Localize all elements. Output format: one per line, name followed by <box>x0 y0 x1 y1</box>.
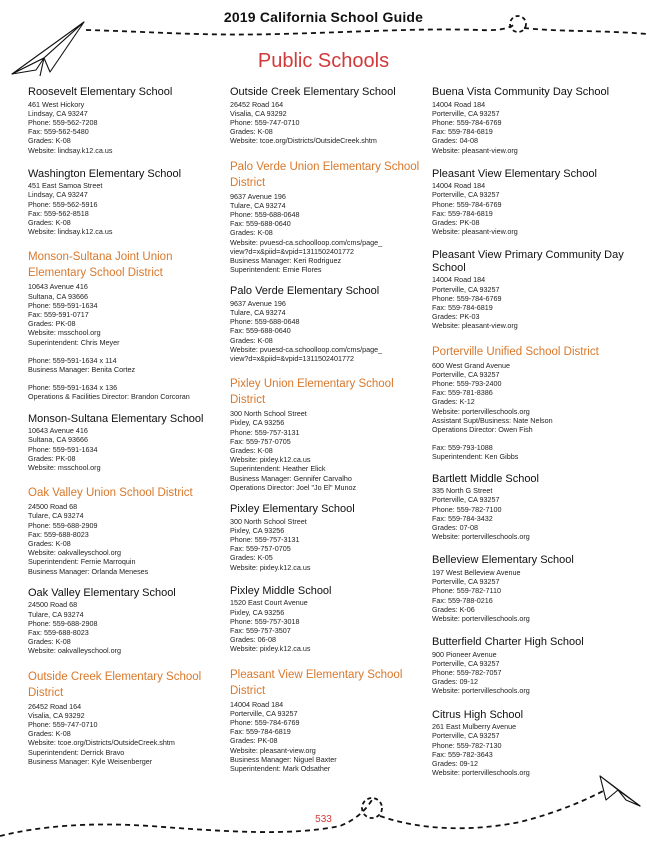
entry-detail-line: Porterville, CA 93257 <box>432 495 500 505</box>
entry-detail-line: 24500 Road 68 <box>28 600 78 610</box>
school-entry <box>432 249 632 330</box>
district-name: Palo Verde Union Elementary School District <box>230 160 420 189</box>
entry-detail-line: Grades: 09-12 <box>432 758 478 768</box>
entry-detail-line: Fax: 559-788-0216 <box>432 595 493 605</box>
entry-detail-line: Website: portervilleschools.org <box>432 768 530 778</box>
district-entry <box>28 485 228 576</box>
entry-detail-line: Fax: 559-784-6819 <box>432 208 493 218</box>
entry-detail-line: Tulare, CA 93274 <box>28 609 84 619</box>
school-name: Monson-Sultana Elementary School <box>28 412 204 425</box>
entry-detail-line: Phone: 559-591-1634 <box>28 300 98 310</box>
entry-detail-line: Superintendent: Ken Gibbs <box>432 452 519 462</box>
entry-detail-line: Grades: K-08 <box>28 637 71 647</box>
entry-detail-line: 10643 Avenue 416 <box>28 282 88 292</box>
entry-detail-line: Business Manager: Benita Cortez <box>28 365 136 375</box>
column-3 <box>432 86 632 790</box>
entry-detail-line: Website: oakvalleyschool.org <box>28 548 121 558</box>
page-number: 533 <box>315 814 332 825</box>
district-name: Porterville Unified School District <box>432 345 599 358</box>
entry-detail-line: Grades: K-08 <box>28 729 71 739</box>
district-name: Oak Valley Union School District <box>28 487 193 500</box>
school-entry <box>230 86 430 146</box>
section-title: Public Schools <box>257 50 390 72</box>
entry-detail-line: Fax: 559-591-0717 <box>28 310 89 320</box>
school-entry <box>230 285 430 363</box>
entry-detail-line: Operations & Facilities Director: Brandon Corcoran <box>28 392 190 402</box>
entry-detail-line: Grades: K-08 <box>28 218 71 228</box>
entry-detail-line: Superintendent: Heather Elick <box>230 464 326 474</box>
entry-detail-line: Website: pixley.k12.ca.us <box>230 455 311 465</box>
school-name: Pleasant View Primary Community Day School <box>432 249 624 274</box>
column-1 <box>28 86 228 777</box>
school-name: Butterfield Charter High School <box>432 636 584 649</box>
entry-detail-line: Website: pleasant-view.org <box>432 227 518 237</box>
entry-detail-line: Grades: K-08 <box>230 127 273 137</box>
school-name: Pleasant View Elementary School <box>432 167 597 180</box>
school-name: Buena Vista Community Day School <box>432 86 610 98</box>
entry-detail-line: Grades: K-08 <box>230 335 273 345</box>
district-name: Monson-Sultana Joint Union Elementary School District <box>28 251 173 280</box>
district-name: Pixley Union Elementary School District <box>230 378 394 407</box>
entry-detail-line: Grades: K-12 <box>432 397 475 407</box>
entry-detail-line: Grades: K-05 <box>230 553 273 563</box>
entry-detail-line: Business Manager: Niguel Baxter <box>230 754 337 764</box>
entry-detail-line: Fax: 559-784-6819 <box>432 127 493 137</box>
entry-detail-line: Fax: 559-688-8023 <box>28 529 89 539</box>
entry-detail-line: Website: oakvalleyschool.org <box>28 646 121 656</box>
entry-detail-line: Grades: K-08 <box>28 539 71 548</box>
school-entry <box>432 554 632 623</box>
entry-detail-line: Phone: 559-784-6769 <box>432 117 502 127</box>
entry-detail-line: Phone: 559-591-1634 x 114 <box>28 355 117 365</box>
entry-detail-line: Website: lindsay.k12.ca.us <box>28 227 113 237</box>
entry-detail-line: Grades: PK-08 <box>28 319 76 329</box>
entry-detail-line: Tulare, CA 93274 <box>230 200 286 210</box>
entry-detail-line: Website: tcoe.org/Districts/OutsideCreek.shtm <box>28 738 175 748</box>
entry-detail-line: 197 West Belleview Avenue <box>432 567 521 577</box>
entry-detail-line: Visalia, CA 93292 <box>230 108 287 118</box>
entry-detail-line: Website: tcoe.org/Districts/OutsideCreek.shtm <box>230 136 377 146</box>
entry-detail-line: Fax: 559-562-5480 <box>28 127 89 137</box>
entry-detail-line: Fax: 559-688-0640 <box>230 219 291 229</box>
school-entry <box>28 168 228 237</box>
entry-detail-line: 26452 Road 164 <box>28 701 82 711</box>
entry-detail-line: Phone: 559-747-0710 <box>230 117 300 127</box>
entry-detail-line: Pixley, CA 93256 <box>230 607 285 617</box>
school-name: Pixley Middle School <box>230 584 332 597</box>
entry-detail-line: Phone: 559-688-2908 <box>28 618 98 628</box>
entry-detail-line: Assistant Supt/Business: Nate Nelson <box>432 415 553 425</box>
entry-detail-line: Website: msschool.org <box>28 328 101 338</box>
entry-detail-line: Phone: 559-784-6769 <box>432 293 502 303</box>
entry-detail-line: Fax: 559-688-8023 <box>28 627 89 637</box>
school-name: Palo Verde Elementary School <box>230 285 380 298</box>
school-entry <box>28 413 228 473</box>
entry-detail-line: Visalia, CA 93292 <box>28 710 85 720</box>
entry-detail-line: Phone: 559-688-0648 <box>230 209 300 219</box>
entry-detail-line: view?d=x&piid=&vpid=1311502401772 <box>230 354 354 364</box>
entry-detail-line: Phone: 559-688-0648 <box>230 317 300 327</box>
district-entry <box>230 376 430 492</box>
entry-detail-line: Fax: 559-757-0705 <box>230 436 291 446</box>
entry-detail-line: Grades: K-08 <box>230 228 273 238</box>
entry-detail-line: Porterville, CA 93257 <box>432 577 500 587</box>
entry-detail-line: 451 East Samoa Street <box>28 181 103 191</box>
entry-detail-line: Phone: 559-782-7110 <box>432 586 502 596</box>
entry-detail-line: Website: portervilleschools.org <box>432 406 530 416</box>
entry-detail-line: Business Manager: Gennifer Carvalho <box>230 473 352 483</box>
entry-detail-line: Grades: PK-08 <box>28 453 76 463</box>
entry-detail-line: Grades: K-08 <box>230 446 273 456</box>
entry-detail-line: Fax: 559-757-3507 <box>230 625 291 635</box>
entry-detail-line: Porterville, CA 93257 <box>432 369 500 379</box>
school-name: Citrus High School <box>432 708 524 721</box>
school-entry <box>230 503 430 572</box>
entry-detail-line: Business Manager: Keri Rodriguez <box>230 255 342 265</box>
entry-detail-line: Grades: 06-08 <box>230 635 276 645</box>
entry-detail-line: 600 West Grand Avenue <box>432 360 511 370</box>
entry-detail-line: view?d=x&piid=&vpid=1311502401772 <box>230 246 354 256</box>
column-2 <box>230 86 430 784</box>
entry-detail-line: Grades: K-06 <box>432 604 475 614</box>
guide-title: 2019 California School Guide <box>223 9 424 25</box>
entry-detail-line: Website: pleasant-view.org <box>432 321 518 331</box>
entry-detail-line: Grades: PK-08 <box>432 218 480 228</box>
district-entry <box>28 669 228 766</box>
entry-detail-line: Fax: 559-562-8518 <box>28 208 89 218</box>
district-entry <box>28 249 228 401</box>
entry-detail-line: Website: pvuesd-ca.schoolloop.com/cms/page_ <box>230 237 383 247</box>
entry-detail-line: Phone: 559-784-6769 <box>432 199 502 209</box>
entry-detail-line: Sultana, CA 93666 <box>28 291 88 301</box>
entry-detail-line: Business Manager: Kyle Weisenberger <box>28 756 153 766</box>
entry-detail-line: 14004 Road 184 <box>432 99 486 109</box>
entry-detail-line: Business Manager: Orlanda Meneses <box>28 566 149 576</box>
entry-detail-line: Website: portervilleschools.org <box>432 613 530 623</box>
spacer <box>28 347 228 356</box>
entry-detail-line: 461 West Hickory <box>28 99 85 109</box>
entry-detail-line: 1520 East Court Avenue <box>230 598 308 608</box>
entry-detail-line: 261 East Mulberry Avenue <box>432 722 517 732</box>
entry-detail-line: Phone: 559-757-3018 <box>230 616 300 626</box>
entry-detail-line: Website: portervilleschools.org <box>432 686 530 696</box>
entry-detail-line: 9637 Avenue 196 <box>230 191 286 201</box>
entry-detail-line: Fax: 559-784-6819 <box>432 303 493 313</box>
entry-detail-line: Phone: 559-688-2909 <box>28 520 98 530</box>
entry-detail-line: Operations Director: Joel "Jo El" Munoz <box>230 482 357 492</box>
entry-detail-line: Website: msschool.org <box>28 462 101 472</box>
entry-detail-line: Fax: 559-784-3432 <box>432 513 493 523</box>
entry-detail-line: 14004 Road 184 <box>230 699 284 709</box>
entry-detail-line: Tulare, CA 93274 <box>230 308 286 318</box>
entry-detail-line: Superintendent: Fernie Marroquin <box>28 557 136 567</box>
district-name: Pleasant View Elementary School District <box>230 668 403 697</box>
entry-detail-line: Phone: 559-591-1634 <box>28 444 98 454</box>
entry-detail-line: Fax: 559-688-0640 <box>230 326 291 336</box>
entry-detail-line: Phone: 559-784-6769 <box>230 717 300 727</box>
entry-detail-line: 335 North G Street <box>432 486 493 496</box>
entry-detail-line: Lindsay, CA 93247 <box>28 108 88 118</box>
entry-detail-line: Porterville, CA 93257 <box>230 708 298 718</box>
entry-detail-line: Phone: 559-782-7130 <box>432 740 502 750</box>
entry-detail-line: Tulare, CA 93274 <box>28 511 84 521</box>
entry-detail-line: Website: pleasant-view.org <box>432 145 518 155</box>
entry-detail-line: 300 North School Street <box>230 409 307 419</box>
school-name: Outside Creek Elementary School <box>230 86 396 98</box>
school-entry <box>432 636 632 696</box>
school-entry <box>28 587 228 656</box>
entry-detail-line: Fax: 559-757-0705 <box>230 544 291 554</box>
entry-detail-line: Grades: 09-12 <box>432 677 478 687</box>
entry-detail-line: 10643 Avenue 416 <box>28 426 88 436</box>
entry-detail-line: Website: pleasant-view.org <box>230 745 316 755</box>
entry-detail-line: Porterville, CA 93257 <box>432 190 500 200</box>
school-entry <box>28 86 228 155</box>
entry-detail-line: Porterville, CA 93257 <box>432 108 500 118</box>
entry-detail-line: 9637 Avenue 196 <box>230 298 286 308</box>
entry-detail-line: Superintendent: Mark Odsather <box>230 763 331 773</box>
entry-detail-line: Porterville, CA 93257 <box>432 284 500 294</box>
school-entry <box>432 168 632 237</box>
entry-detail-line: Grades: PK-03 <box>432 312 480 322</box>
entry-detail-line: Website: portervilleschools.org <box>432 532 530 542</box>
entry-detail-line: Superintendent: Ernie Flores <box>230 265 322 275</box>
school-entry <box>230 585 430 654</box>
entry-detail-line: Grades: 07-08 <box>432 523 478 532</box>
entry-detail-line: Phone: 559-562-5916 <box>28 199 98 209</box>
spacer <box>432 434 632 443</box>
entry-detail-line: Pixley, CA 93256 <box>230 418 285 428</box>
school-name: Belleview Elementary School <box>432 554 574 567</box>
entry-detail-line: Sultana, CA 93666 <box>28 435 88 445</box>
entry-detail-line: Superintendent: Derrick Bravo <box>28 747 125 757</box>
entry-detail-line: 24500 Road 68 <box>28 502 78 512</box>
school-name: Bartlett Middle School <box>432 472 539 485</box>
entry-detail-line: 26452 Road 164 <box>230 99 284 109</box>
entry-detail-line: 900 Pioneer Avenue <box>432 649 497 659</box>
entry-detail-line: Porterville, CA 93257 <box>432 731 500 741</box>
school-name: Pixley Elementary School <box>230 503 355 516</box>
school-entry <box>432 473 632 542</box>
spacer <box>28 374 228 383</box>
entry-detail-line: Phone: 559-757-3131 <box>230 535 300 544</box>
school-name: Roosevelt Elementary School <box>28 86 173 98</box>
entry-detail-line: Phone: 559-793-2400 <box>432 379 502 389</box>
school-entry <box>432 86 632 155</box>
entry-detail-line: Phone: 559-562-7208 <box>28 117 98 127</box>
entry-detail-line: Fax: 559-782-3643 <box>432 749 493 759</box>
entry-detail-line: Grades: PK-08 <box>230 736 278 746</box>
entry-detail-line: 14004 Road 184 <box>432 275 486 285</box>
entry-detail-line: Website: pvuesd-ca.schoolloop.com/cms/page_ <box>230 344 383 354</box>
school-entry <box>432 709 632 778</box>
entry-detail-line: Website: pixley.k12.ca.us <box>230 644 311 654</box>
entry-detail-line: Phone: 559-782-7100 <box>432 504 502 514</box>
entry-detail-line: Phone: 559-591-1634 x 136 <box>28 383 118 393</box>
entry-detail-line: 300 North School Street <box>230 516 307 526</box>
entry-detail-line: Fax: 559-784-6819 <box>230 727 291 737</box>
entry-detail-line: Grades: 04-08 <box>432 136 478 146</box>
entry-detail-line: Fax: 559-781-8386 <box>432 388 493 398</box>
entry-detail-line: Operations Director: Owen Fish <box>432 425 533 435</box>
entry-detail-line: Lindsay, CA 93247 <box>28 190 88 200</box>
school-name: Oak Valley Elementary School <box>28 586 176 599</box>
district-entry <box>230 667 430 774</box>
entry-detail-line: Phone: 559-757-3131 <box>230 427 300 437</box>
entry-detail-line: Pixley, CA 93256 <box>230 525 285 535</box>
entry-detail-line: Porterville, CA 93257 <box>432 658 500 668</box>
district-entry <box>432 344 632 462</box>
entry-detail-line: Grades: K-08 <box>28 136 71 146</box>
entry-detail-line: Fax: 559-793-1088 <box>432 443 493 453</box>
district-name: Outside Creek Elementary School District <box>28 670 202 699</box>
entry-detail-line: Website: pixley.k12.ca.us <box>230 562 311 572</box>
entry-detail-line: Website: lindsay.k12.ca.us <box>28 145 113 155</box>
entry-detail-line: Superintendent: Chris Meyer <box>28 337 120 347</box>
entry-detail-line: 14004 Road 184 <box>432 181 486 191</box>
entry-detail-line: Phone: 559-747-0710 <box>28 719 98 729</box>
school-name: Washington Elementary School <box>28 167 182 180</box>
entry-detail-line: Phone: 559-782-7057 <box>432 668 502 678</box>
district-entry <box>230 159 430 275</box>
